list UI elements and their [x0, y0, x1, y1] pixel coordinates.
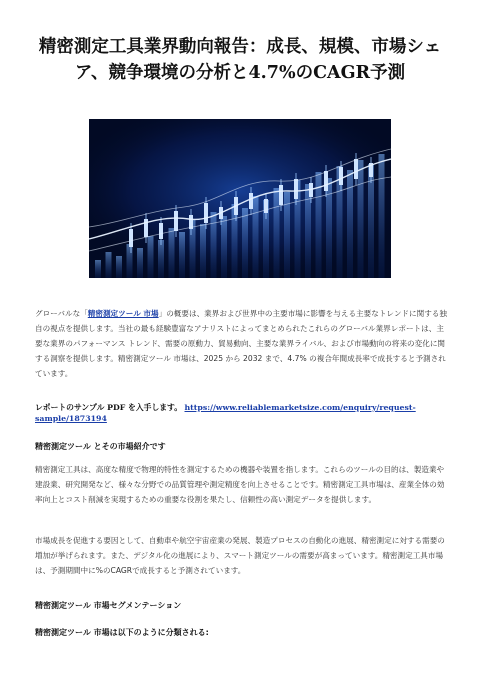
hero-candle: [339, 167, 343, 185]
hero-bar: [305, 184, 311, 278]
hero-candle: [159, 223, 163, 239]
hero-image: [89, 119, 391, 278]
hero-bar: [127, 244, 133, 278]
hero-candle: [264, 199, 268, 213]
section-heading-classification: 精密測定ツール 市場は以下のように分類される:: [35, 628, 209, 637]
hero-bar: [379, 154, 385, 278]
growth-paragraph: 市場成長を促進する要因として、自動車や航空宇宙産業の発展、製造プロセスの自動化の進展、精密測定に対する需要の増加が挙げられます。また、デジタル化の進展により、スマート測定ツールの需要が高まっています。精密測定工具市場は、予測期間中に%のCAGRで成長すると予測されています。: [35, 536, 445, 575]
hero-bar: [106, 252, 112, 278]
hero-bar: [358, 160, 364, 278]
hero-bar: [232, 204, 238, 278]
intro-text-after: 」の概要は、業界および世界中の主要市場に影響を与える主要なトレンドに関する独自の視点を提供します。当社の最も経験豊富なアナリストによってまとめられたこれらのグローバル業界レポートは、主要な業界のパフォーマンス トレンド、需要の原動力、貿易動向、主要な業界ライバル、および市場動向の将来の変化に関する洞察を提供します。精密測定ツール 市場は、2025 から 2032 まで、4.7% の複合年間成長率で成長すると予測されています。: [35, 309, 447, 378]
sample-lead-text: レポートのサンプル PDF を入手します。: [35, 403, 183, 412]
market-link[interactable]: 精密測定ツール 市場: [87, 309, 159, 318]
hero-bar: [221, 216, 227, 278]
hero-bar: [137, 248, 143, 278]
sample-request: [35, 402, 448, 424]
hero-bar: [158, 240, 164, 278]
hero-candle: [249, 193, 253, 209]
hero-bar: [179, 232, 185, 278]
hero-candle: [279, 185, 283, 205]
stock-chart-illustration: [89, 119, 391, 278]
hero-bar: [274, 188, 280, 278]
definition-paragraph: 精密測定工具は、高度な精度で物理的特性を測定するための機器や装置を指します。これらのツールの目的は、製造業や建設業、研究開発など、様々な分野での品質管理や測定精度を向上させることです。精密測定工具市場は、産業全体の効率向上とコスト削減を実現するための重要な役割を果たし、信頼性の高い測定データを提供します。: [35, 465, 445, 504]
section-heading-intro: 精密測定ツール とその市場紹介です: [35, 442, 166, 451]
hero-bar: [95, 260, 101, 278]
page-title: 精密測定工具業界動向報告：成長、規模、市場シェア、競争環境の分析と4.7%のCAGR予測: [38, 37, 442, 83]
hero-candle: [174, 211, 178, 231]
hero-candle: [354, 159, 358, 179]
section-heading-segmentation: 精密測定ツール 市場セグメンテーション: [35, 601, 182, 610]
hero-bar: [211, 212, 217, 278]
hero-bar: [200, 224, 206, 278]
hero-bar: [326, 178, 332, 278]
sample-url-link[interactable]: https://www.reliablemarketsize.com/enquiry/request-sample/1873194: [35, 403, 416, 423]
hero-bar: [242, 208, 248, 278]
hero-bar: [253, 196, 259, 278]
intro-paragraph: [35, 306, 448, 381]
intro-text-before: グローバルな「: [35, 309, 88, 318]
hero-candle: [294, 179, 298, 199]
hero-bar: [347, 170, 353, 278]
hero-candle: [204, 203, 208, 223]
hero-candle: [129, 229, 133, 247]
hero-bar: [169, 228, 175, 278]
hero-bar: [116, 256, 122, 278]
hero-bar: [148, 236, 154, 278]
hero-candle: [324, 171, 328, 191]
